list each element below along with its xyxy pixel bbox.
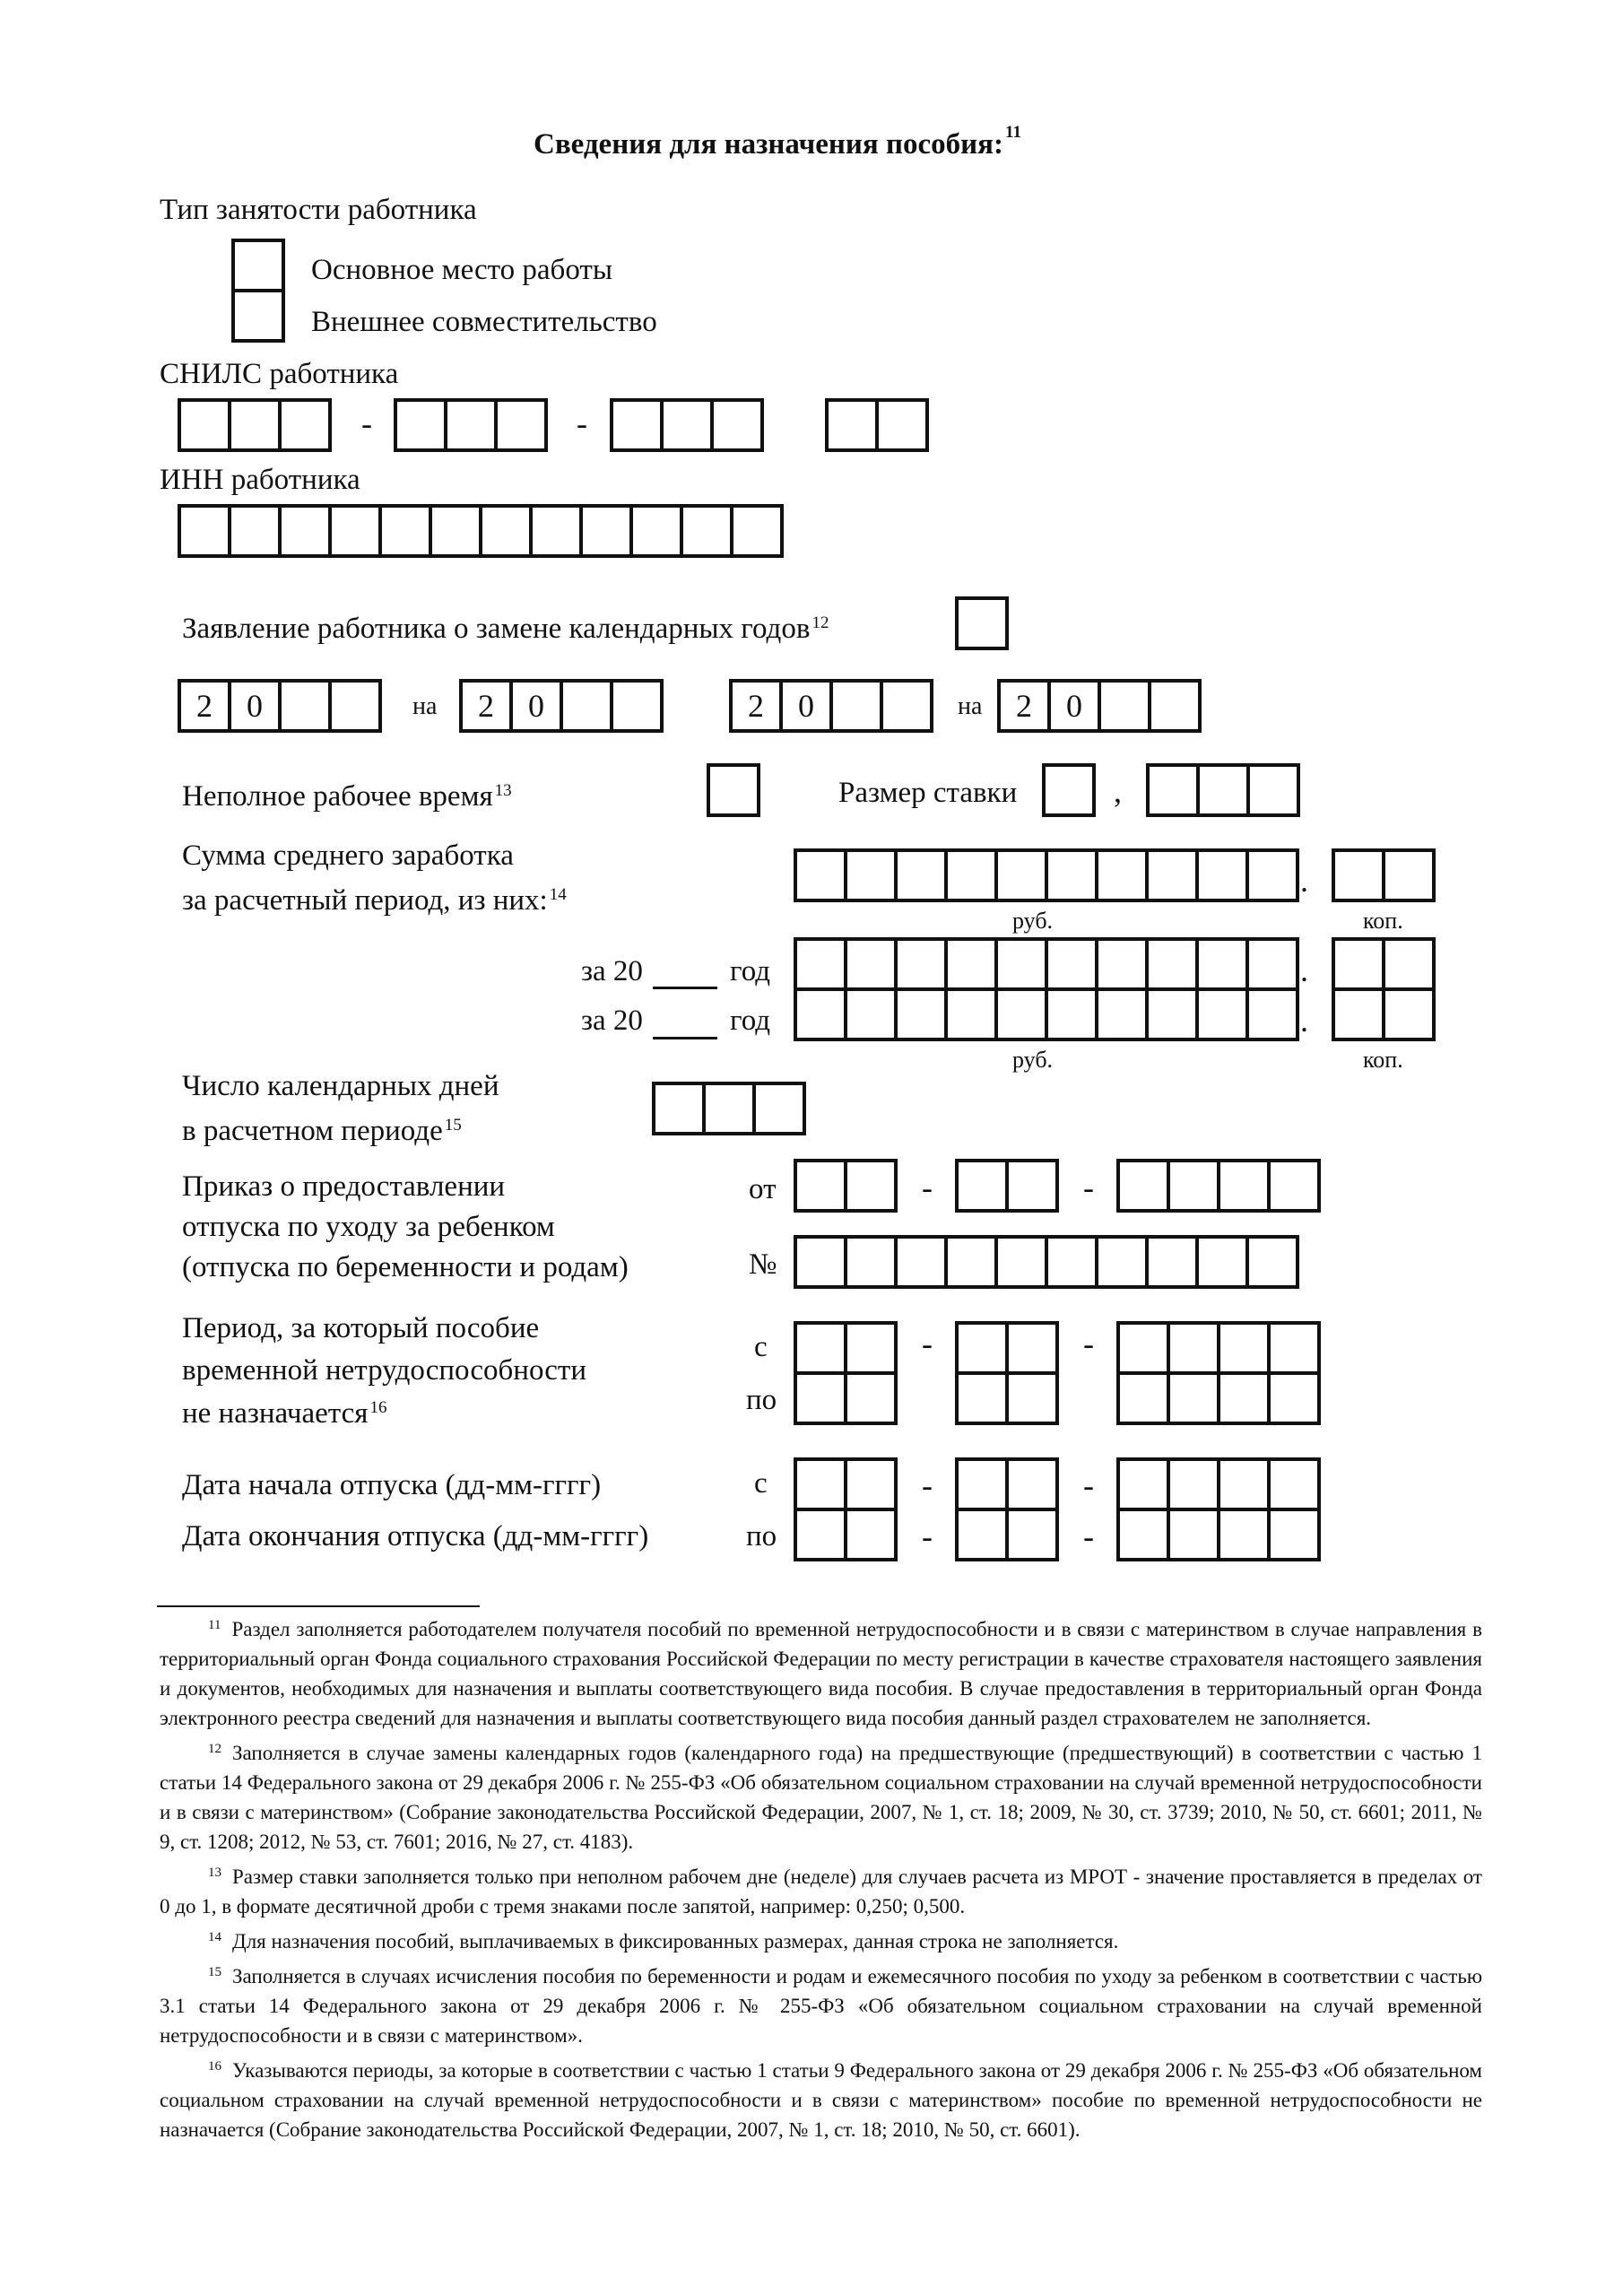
year-row-2-rub-cell[interactable] (994, 987, 1048, 1041)
avg-earnings-label-line2 (182, 883, 567, 918)
leave-order-number[interactable] (794, 1235, 1299, 1289)
avg-earnings-total-rub-cell[interactable] (794, 848, 847, 902)
leave-order-number-cell[interactable] (844, 1235, 898, 1289)
leave-end-year-cell[interactable] (1116, 1508, 1170, 1561)
avg-earnings-total-rub-cell[interactable] (1095, 848, 1149, 902)
leave-end-year[interactable] (1116, 1508, 1321, 1561)
year-row-1-blank[interactable] (653, 987, 717, 989)
snils-checksum-cell[interactable] (825, 398, 879, 452)
leave-start-from-label: с (754, 1467, 768, 1500)
inn-cells-cell[interactable] (228, 504, 282, 558)
avg-earnings-footnote-ref: 14 (549, 885, 567, 904)
calendar-years-label-text: Заявление работника о замене календарных годов (182, 613, 811, 645)
leave-order-dash-2: - (1083, 1170, 1094, 1205)
inn-cells-cell[interactable] (378, 504, 432, 558)
leave-order-year-cell[interactable] (1267, 1159, 1321, 1213)
year-row-2-rub-cell[interactable] (1245, 987, 1299, 1041)
avg-earnings-label-line2-text: за расчетный период, из них: (182, 884, 548, 917)
no-benefit-dash-1: - (922, 1326, 933, 1361)
year-1-from-cell[interactable] (328, 679, 382, 733)
leave-order-month-cell[interactable] (955, 1159, 1009, 1213)
no-benefit-from-month-cell[interactable] (955, 1321, 1009, 1375)
year-2-from-cell[interactable] (880, 679, 933, 733)
no-benefit-to-month[interactable] (955, 1371, 1059, 1425)
year-1-on-label: на (412, 692, 438, 720)
year-1-from-cell[interactable]: 0 (228, 679, 282, 733)
snils-dash-1: - (361, 405, 372, 441)
no-benefit-from-year-cell[interactable] (1167, 1321, 1220, 1375)
avg-earnings-rub-label-1: руб. (1012, 908, 1054, 934)
snils-group-2[interactable] (394, 398, 548, 452)
year-row-1-decimal: . (1300, 952, 1308, 988)
footnote-11 (160, 1614, 1482, 1733)
year-row-1-suffix: год (730, 955, 771, 987)
rate-label: Размер ставки (838, 777, 1018, 809)
leave-end-year-cell[interactable] (1167, 1508, 1220, 1561)
leave-start-month-cell[interactable] (955, 1457, 1009, 1511)
calendar-days-label-line2 (182, 1113, 462, 1149)
avg-earnings-total-kop[interactable] (1332, 848, 1436, 902)
leave-order-number-cell[interactable] (1095, 1235, 1149, 1289)
snils-group-1-cell[interactable] (178, 398, 231, 452)
leave-order-month-cell[interactable] (1005, 1159, 1059, 1213)
year-1-to-cell[interactable] (610, 679, 664, 733)
avg-earnings-kop-label-2: коп. (1363, 1047, 1403, 1073)
year-row-1-rub-cell[interactable] (994, 937, 1048, 991)
year-row-1-rub[interactable] (794, 937, 1299, 991)
leave-order-number-sign: № (749, 1248, 777, 1281)
calendar-days-cells[interactable] (652, 1082, 806, 1135)
footnote-12 (160, 1738, 1482, 1857)
leave-start-day-cell[interactable] (794, 1457, 847, 1511)
footnote-15-text: Заполняется в случаях исчисления пособия по беременности и родам и ежемесячного пособия по уходу за ребенком в соответствии с частью 3.1 статьи 14 Федерального закона от 29 декабря 2006 г. № 255-ФЗ «Об обязательном социальном страховании на случай временной нетрудоспособности и в связи с материнством». (160, 1965, 1482, 2047)
inn-cells-cell[interactable] (429, 504, 482, 558)
rate-fraction-cells-cell[interactable] (1196, 763, 1250, 817)
avg-earnings-total-rub[interactable] (794, 848, 1299, 902)
year-1-from-cell[interactable]: 2 (178, 679, 231, 733)
inn-cells-cell[interactable] (278, 504, 332, 558)
year-row-1-kop[interactable] (1332, 937, 1436, 991)
year-2-to-cell[interactable]: 0 (1047, 679, 1101, 733)
avg-earnings-total-rub-cell[interactable] (1195, 848, 1249, 902)
leave-order-label-line1: Приказ о предоставлении (182, 1170, 506, 1203)
leave-start-dash-2: - (1083, 1467, 1094, 1503)
year-row-2-rub-cell[interactable] (1195, 987, 1249, 1041)
year-row-1-rub-cell[interactable] (1095, 937, 1149, 991)
year-2-to-cell[interactable] (1148, 679, 1202, 733)
rate-fraction-cells[interactable] (1146, 763, 1300, 817)
no-benefit-to-day-cell[interactable] (844, 1371, 898, 1425)
avg-earnings-total-decimal: . (1300, 863, 1308, 899)
part-time-label-text: Неполное рабочее время (182, 780, 493, 813)
calendar-years-footnote-ref: 12 (812, 613, 829, 632)
snils-group-1-cell[interactable] (278, 398, 332, 452)
leave-start-month-cell[interactable] (1005, 1457, 1059, 1511)
year-1-to[interactable] (459, 679, 664, 733)
year-row-2-decimal: . (1300, 1003, 1308, 1039)
avg-earnings-total-rub-cell[interactable] (1045, 848, 1098, 902)
no-benefit-from-day-cell[interactable] (844, 1321, 898, 1375)
footnote-16 (160, 2056, 1482, 2144)
footnotes (160, 1614, 1482, 2150)
footnote-11-number: 11 (208, 1618, 221, 1632)
year-row-1-rub-cell[interactable] (844, 937, 898, 991)
year-1-to-cell[interactable]: 0 (509, 679, 563, 733)
no-benefit-label-line2: временной нетрудоспособности (182, 1354, 586, 1387)
footnote-13-number: 13 (208, 1866, 221, 1880)
no-benefit-from-month[interactable] (955, 1321, 1059, 1375)
leave-start-year-cell[interactable] (1116, 1457, 1170, 1511)
year-2-on-label: на (958, 692, 983, 720)
no-benefit-label-line3 (182, 1396, 386, 1431)
leave-end-day-cell[interactable] (794, 1508, 847, 1561)
leave-order-number-cell[interactable] (894, 1235, 948, 1289)
inn-cells-cell[interactable] (629, 504, 683, 558)
no-benefit-to-year-cell[interactable] (1267, 1371, 1321, 1425)
calendar-days-cells-cell[interactable] (702, 1082, 756, 1135)
page-title (534, 123, 1021, 161)
leave-order-from-label: от (749, 1173, 777, 1205)
year-2-to[interactable] (997, 679, 1202, 733)
footnote-16-number: 16 (208, 2059, 221, 2074)
year-row-2-rub-cell[interactable] (1095, 987, 1149, 1041)
leave-order-number-cell[interactable] (1045, 1235, 1098, 1289)
year-row-2-rub-cell[interactable] (944, 987, 998, 1041)
year-row-1-rub-cell[interactable] (1245, 937, 1299, 991)
snils-group-2-cell[interactable] (394, 398, 447, 452)
footnote-separator (157, 1605, 480, 1607)
snils-label: СНИЛС работника (160, 358, 399, 390)
leave-start-year[interactable] (1116, 1457, 1321, 1511)
footnote-13-text: Размер ставки заполняется только при неполном рабочем дне (неделе) для случаев расчета из МРОТ - значение проставляется в пределах от 0 до 1, в формате десятичной дроби с тремя знаками после запятой, например: 0,250; 0,500. (160, 1866, 1482, 1918)
footnote-15 (160, 1961, 1482, 2050)
leave-end-month-cell[interactable] (1005, 1508, 1059, 1561)
main-job-checkbox[interactable] (231, 239, 285, 292)
inn-cells-cell[interactable] (529, 504, 583, 558)
leave-start-day-cell[interactable] (844, 1457, 898, 1511)
rate-fraction-cells-cell[interactable] (1146, 763, 1200, 817)
leave-start-year-cell[interactable] (1167, 1457, 1220, 1511)
snils-group-3[interactable] (610, 398, 764, 452)
year-2-from-cell[interactable]: 0 (779, 679, 833, 733)
snils-group-3-cell[interactable] (710, 398, 764, 452)
rate-comma: , (1114, 773, 1122, 809)
no-benefit-from-year[interactable] (1116, 1321, 1321, 1375)
year-row-2-rub-cell[interactable] (794, 987, 847, 1041)
snils-group-2-cell[interactable] (494, 398, 548, 452)
footnote-12-number: 12 (208, 1742, 221, 1756)
footnote-14-number: 14 (208, 1930, 221, 1944)
year-row-2-rub-cell[interactable] (844, 987, 898, 1041)
year-row-1-prefix: за 20 (581, 955, 643, 987)
avg-earnings-total-kop-cell[interactable] (1332, 848, 1385, 902)
leave-start-year-cell[interactable] (1217, 1457, 1271, 1511)
avg-earnings-rub-label-2: руб. (1012, 1047, 1054, 1073)
avg-earnings-kop-label-1: коп. (1363, 908, 1403, 934)
no-benefit-to-label: по (746, 1384, 777, 1416)
leave-order-label-line3: (отпуска по беременности и родам) (182, 1251, 629, 1283)
snils-dash-2: - (577, 405, 587, 441)
inn-cells-cell[interactable] (579, 504, 633, 558)
footnote-14-text: Для назначения пособий, выплачиваемых в фиксированных размерах, данная строка не заполняется. (232, 1930, 1119, 1952)
calendar-days-cells-cell[interactable] (652, 1082, 706, 1135)
part-time-footnote-ref: 13 (494, 781, 512, 800)
no-benefit-to-month-cell[interactable] (1005, 1371, 1059, 1425)
leave-order-month[interactable] (955, 1159, 1059, 1213)
snils-group-1[interactable] (178, 398, 332, 452)
employment-type-label: Тип занятости работника (160, 194, 477, 226)
leave-end-day-cell[interactable] (844, 1508, 898, 1561)
leave-order-day-cell[interactable] (794, 1159, 847, 1213)
leave-order-day-cell[interactable] (844, 1159, 898, 1213)
year-1-from-cell[interactable] (278, 679, 332, 733)
footnote-11-text: Раздел заполняется работодателем получателя пособий по временной нетрудоспособности и в связи с материнством в случае направления в территориальный орган Фонда социального страхования Российской Федерации по месту регистрации в качестве страхователя настоящего заявления и документов, необходимых для назначения и выплаты соответствующего вида пособия. В случае предоставления в территориальный орган Фонда электронного реестра сведений для назначения и выплаты соответствующего вида пособия данный раздел страхователем не заполняется. (160, 1618, 1482, 1729)
main-job-label: Основное место работы (311, 254, 613, 286)
no-benefit-dash-2: - (1083, 1326, 1094, 1361)
calendar-days-cells-cell[interactable] (752, 1082, 806, 1135)
no-benefit-to-year-cell[interactable] (1217, 1371, 1271, 1425)
year-row-1-rub-cell[interactable] (794, 937, 847, 991)
year-row-2-rub[interactable] (794, 987, 1299, 1041)
leave-end-year-cell[interactable] (1217, 1508, 1271, 1561)
inn-cells-cell[interactable] (479, 504, 533, 558)
snils-group-3-cell[interactable] (610, 398, 664, 452)
no-benefit-to-day[interactable] (794, 1371, 898, 1425)
no-benefit-from-label: с (754, 1331, 768, 1363)
avg-earnings-total-rub-cell[interactable] (1145, 848, 1199, 902)
avg-earnings-total-kop-cell[interactable] (1382, 848, 1436, 902)
no-benefit-to-day-cell[interactable] (794, 1371, 847, 1425)
year-2-from-cell[interactable]: 2 (729, 679, 783, 733)
inn-cells-cell[interactable] (328, 504, 382, 558)
year-1-from[interactable] (178, 679, 382, 733)
leave-order-number-cell[interactable] (794, 1235, 847, 1289)
leave-end-year-cell[interactable] (1267, 1508, 1321, 1561)
leave-order-number-cell[interactable] (944, 1235, 998, 1289)
snils-checksum-cell[interactable] (875, 398, 929, 452)
snils-group-1-cell[interactable] (228, 398, 282, 452)
rate-integer-cell-cell[interactable] (1042, 763, 1096, 817)
no-benefit-footnote-ref: 16 (369, 1398, 387, 1417)
calendar-days-footnote-ref: 15 (444, 1116, 462, 1135)
no-benefit-label-line1: Период, за который пособие (182, 1312, 540, 1344)
year-1-to-cell[interactable]: 2 (459, 679, 513, 733)
leave-start-label: Дата начала отпуска (дд-мм-гггг) (182, 1469, 602, 1501)
leave-end-to-label: по (746, 1520, 777, 1552)
snils-group-3-cell[interactable] (660, 398, 714, 452)
no-benefit-from-day[interactable] (794, 1321, 898, 1375)
title-footnote-ref: 11 (1005, 123, 1021, 142)
year-row-2-kop[interactable] (1332, 987, 1436, 1041)
rate-integer-cell[interactable] (1042, 763, 1096, 817)
part-time-label (182, 778, 512, 814)
inn-cells-cell[interactable] (178, 504, 231, 558)
snils-group-2-cell[interactable] (444, 398, 498, 452)
calendar-years-label (182, 611, 829, 647)
footnote-14 (160, 1926, 1482, 1956)
year-row-2-kop-cell[interactable] (1332, 987, 1385, 1041)
leave-start-year-cell[interactable] (1267, 1457, 1321, 1511)
leave-order-day[interactable] (794, 1159, 898, 1213)
calendar-days-label-line2-text: в расчетном периоде (182, 1115, 443, 1147)
year-row-2-suffix: год (730, 1004, 771, 1037)
calendar-days-label-line1: Число календарных дней (182, 1070, 499, 1102)
calendar-years-checkbox[interactable] (955, 596, 1009, 650)
avg-earnings-total-rub-cell[interactable] (894, 848, 948, 902)
inn-cells-cell[interactable] (730, 504, 784, 558)
no-benefit-from-year-cell[interactable] (1217, 1321, 1271, 1375)
avg-earnings-total-rub-cell[interactable] (844, 848, 898, 902)
leave-order-dash-1: - (922, 1170, 933, 1205)
rate-fraction-cells-cell[interactable] (1246, 763, 1300, 817)
snils-checksum[interactable] (825, 398, 929, 452)
leave-order-number-cell[interactable] (1145, 1235, 1199, 1289)
year-row-1-kop-cell[interactable] (1332, 937, 1385, 991)
external-part-time-label: Внешнее совместительство (311, 306, 657, 338)
no-benefit-label-line3-text: не назначается (182, 1397, 369, 1430)
leave-start-month[interactable] (955, 1457, 1059, 1511)
external-part-time-checkbox[interactable] (231, 289, 285, 343)
no-benefit-from-day-cell[interactable] (794, 1321, 847, 1375)
leave-start-dash-1: - (922, 1467, 933, 1503)
year-2-to-cell[interactable] (1098, 679, 1151, 733)
year-row-1-rub-cell[interactable] (1045, 937, 1098, 991)
year-row-1-rub-cell[interactable] (944, 937, 998, 991)
year-row-2-rub-cell[interactable] (1145, 987, 1199, 1041)
leave-end-day[interactable] (794, 1508, 898, 1561)
page-title-text: Сведения для назначения пособия: (534, 128, 1004, 161)
leave-end-month[interactable] (955, 1508, 1059, 1561)
avg-earnings-total-rub-cell[interactable] (944, 848, 998, 902)
year-row-2-prefix: за 20 (581, 1004, 643, 1037)
inn-label: ИНН работника (160, 464, 360, 496)
year-row-2-kop-cell[interactable] (1382, 987, 1436, 1041)
leave-order-year-cell[interactable] (1167, 1159, 1220, 1213)
year-row-2-rub-cell[interactable] (1045, 987, 1098, 1041)
leave-end-dash-1: - (922, 1518, 933, 1554)
year-row-1-rub-cell[interactable] (1145, 937, 1199, 991)
avg-earnings-total-rub-cell[interactable] (1245, 848, 1299, 902)
inn-cells-cell[interactable] (680, 504, 733, 558)
avg-earnings-total-rub-cell[interactable] (994, 848, 1048, 902)
no-benefit-from-year-cell[interactable] (1116, 1321, 1170, 1375)
year-1-to-cell[interactable] (560, 679, 613, 733)
footnote-15-number: 15 (208, 1965, 221, 1979)
inn-cells[interactable] (178, 504, 784, 558)
leave-order-number-cell[interactable] (1245, 1235, 1299, 1289)
leave-start-day[interactable] (794, 1457, 898, 1511)
year-row-1-kop-cell[interactable] (1382, 937, 1436, 991)
leave-order-year[interactable] (1116, 1159, 1321, 1213)
footnote-13 (160, 1862, 1482, 1921)
leave-end-dash-2: - (1083, 1518, 1094, 1554)
year-2-from[interactable] (729, 679, 933, 733)
footnote-16-text: Указываются периоды, за которые в соответствии с частью 1 статьи 9 Федерального закона от 29 декабря 2006 г. № 255-ФЗ «Об обязательном социальном страховании на случай временной нетрудоспособности и в связи с материнством» пособие по временной нетрудоспособности не назначается (Собрание законодательства Российской Федерации, 2007, № 1, ст. 18; 2010, № 50, ст. 6601). (160, 2059, 1482, 2141)
no-benefit-from-month-cell[interactable] (1005, 1321, 1059, 1375)
part-time-checkbox[interactable] (707, 763, 760, 817)
year-row-2-blank[interactable] (653, 1037, 717, 1039)
year-row-1-rub-cell[interactable] (894, 937, 948, 991)
no-benefit-to-year-cell[interactable] (1167, 1371, 1220, 1425)
no-benefit-from-year-cell[interactable] (1267, 1321, 1321, 1375)
no-benefit-to-year[interactable] (1116, 1371, 1321, 1425)
year-2-from-cell[interactable] (829, 679, 883, 733)
year-2-to-cell[interactable]: 2 (997, 679, 1051, 733)
leave-order-number-cell[interactable] (994, 1235, 1048, 1289)
avg-earnings-label-line1: Сумма среднего заработка (182, 839, 514, 872)
no-benefit-to-month-cell[interactable] (955, 1371, 1009, 1425)
leave-order-number-cell[interactable] (1195, 1235, 1249, 1289)
year-row-2-rub-cell[interactable] (894, 987, 948, 1041)
year-row-1-rub-cell[interactable] (1195, 937, 1249, 991)
footnote-12-text: Заполняется в случае замены календарных годов (календарного года) на предшествующие (предшествующий) в соответствии с частью 1 статьи 14 Федерального закона от 29 декабря 2006 г. № 255-ФЗ «Об обязательном социальном страховании на случай временной нетрудоспособности и в связи с материнством» (Собрание законодательства Российской Федерации, 2007, № 1, ст. 18; 2009, № 30, ст. 3739; 2010, № 50, ст. 6601; 2011, № 9, ст. 1208; 2012, № 53, ст. 7601; 2016, № 27, ст. 4183). (160, 1742, 1482, 1853)
leave-end-month-cell[interactable] (955, 1508, 1009, 1561)
leave-order-year-cell[interactable] (1116, 1159, 1170, 1213)
leave-order-year-cell[interactable] (1217, 1159, 1271, 1213)
leave-end-label: Дата окончания отпуска (дд-мм-гггг) (182, 1520, 649, 1552)
leave-order-label-line2: отпуска по уходу за ребенком (182, 1211, 555, 1243)
no-benefit-to-year-cell[interactable] (1116, 1371, 1170, 1425)
